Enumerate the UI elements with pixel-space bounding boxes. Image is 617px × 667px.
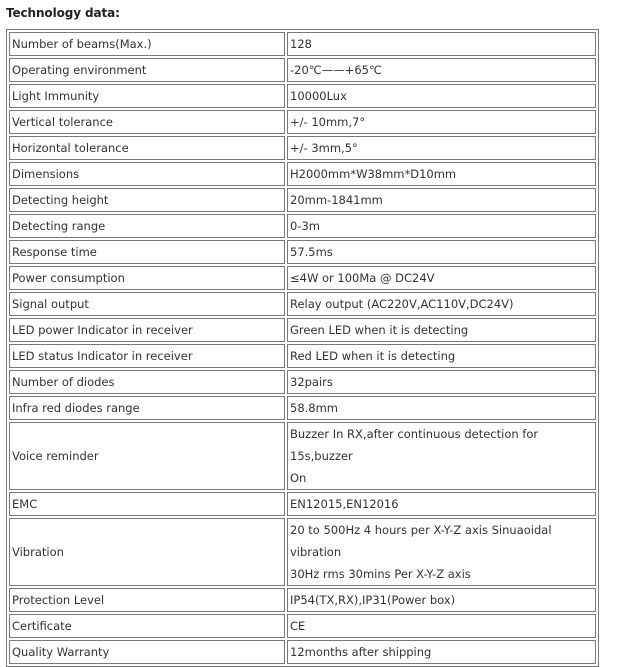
spec-value: H2000mm*W38mm*D10mm (287, 162, 596, 186)
spec-label: Certificate (9, 614, 285, 638)
spec-label: Vibration (9, 518, 285, 586)
spec-label: Detecting height (9, 188, 285, 212)
spec-value: Green LED when it is detecting (287, 318, 596, 342)
spec-label: Signal output (9, 292, 285, 316)
spec-label: Protection Level (9, 588, 285, 612)
table-row (9, 588, 596, 612)
spec-value: -20℃——+65℃ (287, 58, 596, 82)
spec-label: Dimensions (9, 162, 285, 186)
table-row (9, 188, 596, 212)
table-row (9, 370, 596, 394)
spec-value: Relay output (AC220V,AC110V,DC24V) (287, 292, 596, 316)
table-row (9, 136, 596, 160)
table-row (9, 344, 596, 368)
spec-value: 57.5ms (287, 240, 596, 264)
spec-label: Light Immunity (9, 84, 285, 108)
spec-label: Quality Warranty (9, 640, 285, 664)
table-row (9, 162, 596, 186)
spec-value-line: 20 to 500Hz 4 hours per X-Y-Z axis Sinuaoidal vibration (290, 523, 552, 559)
table-row (9, 614, 596, 638)
spec-value (287, 422, 596, 490)
spec-value: +/- 3mm,5° (287, 136, 596, 160)
spec-label: Number of diodes (9, 370, 285, 394)
spec-value: 20mm-1841mm (287, 188, 596, 212)
spec-value-line: 30Hz rms 30mins Per X-Y-Z axis (290, 567, 471, 581)
spec-label: EMC (9, 492, 285, 516)
spec-value: IP54(TX,RX),IP31(Power box) (287, 588, 596, 612)
spec-value: 10000Lux (287, 84, 596, 108)
technology-data-table (6, 29, 599, 667)
spec-label: Infra red diodes range (9, 396, 285, 420)
spec-value: EN12015,EN12016 (287, 492, 596, 516)
spec-label: Response time (9, 240, 285, 264)
spec-label: Voice reminder (9, 422, 285, 490)
spec-label: Operating environment (9, 58, 285, 82)
table-row (9, 492, 596, 516)
table-row (9, 110, 596, 134)
spec-label: Power consumption (9, 266, 285, 290)
spec-value: 128 (287, 32, 596, 56)
table-row (9, 318, 596, 342)
spec-value: CE (287, 614, 596, 638)
spec-value: 58.8mm (287, 396, 596, 420)
spec-value: +/- 10mm,7° (287, 110, 596, 134)
table-row (9, 422, 596, 490)
spec-value: 12months after shipping (287, 640, 596, 664)
spec-value: 32pairs (287, 370, 596, 394)
spec-value: 0-3m (287, 214, 596, 238)
spec-value-line: Buzzer In RX,after continuous detection for 15s,buzzer (290, 427, 539, 463)
spec-label: Detecting range (9, 214, 285, 238)
section-heading: Technology data: (6, 6, 120, 20)
table-row (9, 518, 596, 586)
spec-value (287, 518, 596, 586)
table-row (9, 292, 596, 316)
spec-value: ≤4W or 100Ma @ DC24V (287, 266, 596, 290)
table-row (9, 58, 596, 82)
spec-label: Horizontal tolerance (9, 136, 285, 160)
table-row (9, 396, 596, 420)
spec-label: Number of beams(Max.) (9, 32, 285, 56)
spec-label: LED status Indicator in receiver (9, 344, 285, 368)
table-row (9, 214, 596, 238)
spec-label: LED power Indicator in receiver (9, 318, 285, 342)
spec-value-line: On (290, 471, 307, 485)
table-row (9, 640, 596, 664)
table-row (9, 84, 596, 108)
table-row (9, 266, 596, 290)
table-row (9, 240, 596, 264)
table-row (9, 32, 596, 56)
spec-label: Vertical tolerance (9, 110, 285, 134)
spec-value: Red LED when it is detecting (287, 344, 596, 368)
